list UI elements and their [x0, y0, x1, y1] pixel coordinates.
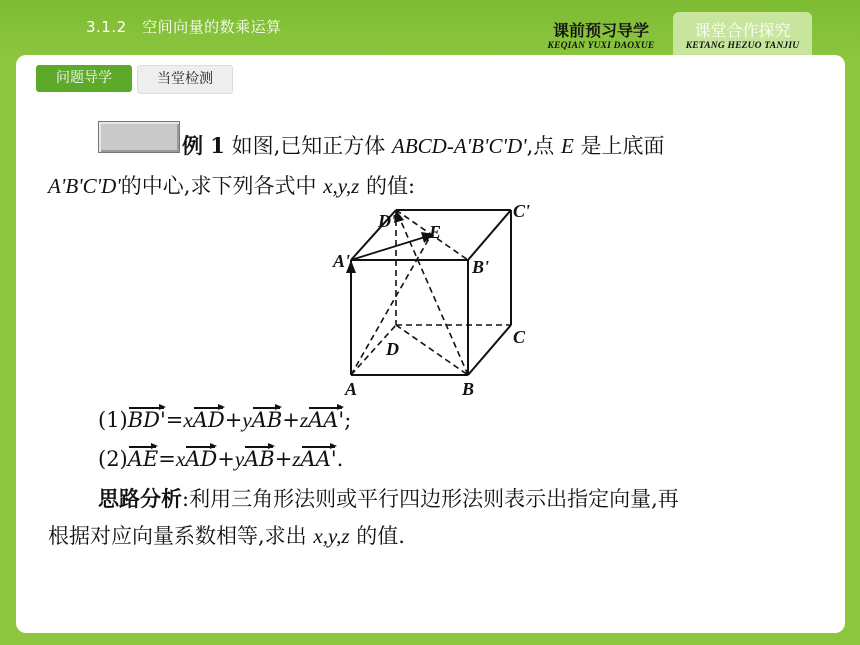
face-name: A'B'C'D'	[48, 174, 121, 198]
diagonal-db	[396, 325, 468, 375]
eq2-plus-1: +	[217, 447, 235, 471]
label-b1: B'	[472, 257, 490, 277]
nav-preview-guide[interactable]	[534, 12, 668, 58]
example-badge-box	[98, 121, 180, 153]
vec-ad-2: AD	[185, 444, 217, 471]
example-text-4: 的中心,求下列各式中	[120, 174, 317, 198]
eq2-plus-2: +	[274, 447, 293, 471]
analysis-text-2: 根据对应向量系数相等,求出	[48, 524, 307, 548]
vec-bd1: BD'	[128, 405, 166, 432]
vec-aa1-2: AA'	[301, 444, 337, 471]
label-a: A	[345, 379, 358, 399]
vec-ad-1: AD	[193, 405, 225, 432]
eq1-plus-2: +	[282, 408, 300, 432]
eq2-z: z	[292, 447, 301, 471]
example-text-3: 是上底面	[580, 134, 665, 158]
label-b: B	[462, 379, 475, 399]
example-text-1: 如图,已知正方体	[231, 134, 386, 158]
nav-preview-pinyin: KEQIAN YUXI DAOXUE	[547, 41, 655, 51]
eq2-equals: =	[158, 447, 176, 471]
vec-aa1-1: AA'	[308, 405, 344, 432]
example-text-2: ,点	[526, 134, 555, 158]
section-title: 3.1.2 空间向量的数乘运算	[86, 18, 282, 36]
eq1-z: z	[299, 408, 309, 432]
example-line-1	[182, 130, 665, 160]
eq2-prefix: (2)	[98, 447, 128, 471]
analysis-label: 思路分析	[98, 486, 182, 511]
eq1-plus-1: +	[224, 408, 243, 432]
example-text-5: 的值:	[366, 174, 416, 198]
nav-explore-label: 课堂合作探究	[694, 21, 791, 40]
analysis-text-3: 的值.	[356, 524, 405, 548]
analysis-line-2	[48, 520, 405, 550]
tab-problem-guide[interactable]: 问题导学	[36, 65, 132, 92]
analysis-line-1	[98, 483, 679, 513]
vec-ab-1: AB	[252, 405, 283, 432]
eq2-y: y	[234, 447, 245, 471]
example-line-2	[48, 170, 415, 200]
label-c: C	[513, 327, 526, 347]
eq1-equals: =	[165, 408, 184, 432]
tab-class-test[interactable]: 当堂检测	[137, 65, 233, 94]
edge-b1c1	[468, 210, 511, 260]
equation-2	[98, 444, 343, 472]
edge-bc	[468, 325, 511, 375]
eq1-y: y	[242, 408, 252, 432]
content-card	[16, 55, 845, 633]
equation-1	[98, 405, 351, 433]
eq2-x: x	[175, 447, 186, 471]
eq1-x: x	[183, 408, 193, 432]
label-d: D	[386, 339, 399, 359]
vec-ae: AE	[128, 444, 159, 471]
nav-explore-pinyin: KETANG HEZUO TANJIU	[685, 41, 800, 51]
cube-figure	[331, 200, 561, 400]
eq1-end: ;	[344, 408, 352, 432]
analysis-text-1: :利用三角形法则或平行四边形法则表示出指定向量,再	[182, 487, 679, 511]
nav-classroom-explore[interactable]	[673, 12, 812, 58]
label-a1: A'	[333, 251, 351, 271]
label-e: E	[429, 222, 442, 242]
variables: x,y,z	[323, 174, 360, 198]
point-e: E	[561, 134, 574, 158]
eq1-prefix: (1)	[98, 408, 128, 432]
label-c1: C'	[513, 201, 531, 221]
nav-preview-label: 课前预习导学	[552, 21, 649, 40]
analysis-variables: x,y,z	[313, 524, 350, 548]
eq2-end: .	[336, 447, 344, 471]
cube-name: ABCD-A'B'C'D'	[392, 134, 527, 158]
vec-ab-2: AB	[244, 444, 275, 471]
label-d1: D'	[378, 211, 396, 231]
example-label: 例 1	[182, 133, 225, 158]
